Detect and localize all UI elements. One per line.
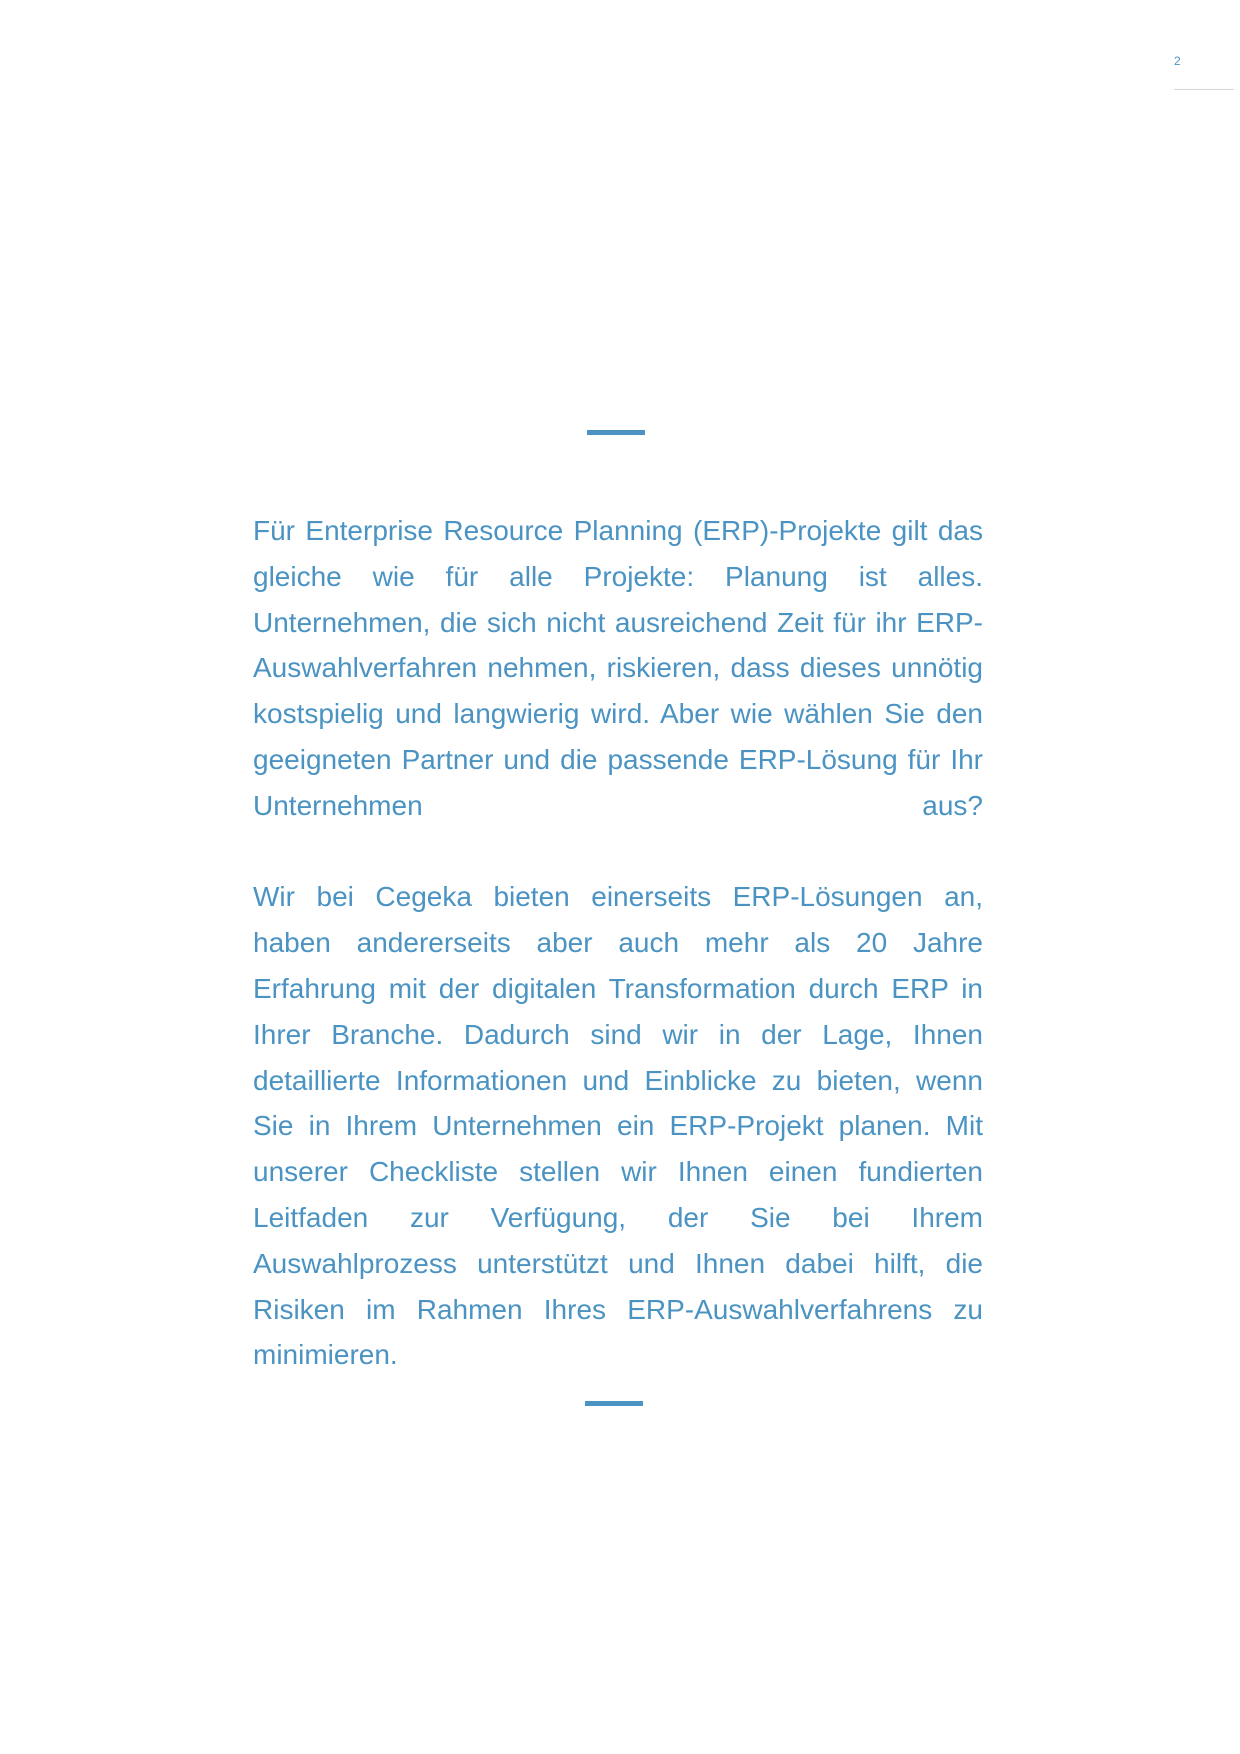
page-number-rule bbox=[1174, 89, 1234, 90]
bottom-divider bbox=[585, 1401, 643, 1406]
body-text bbox=[253, 508, 983, 1378]
page-number: 2 bbox=[1174, 54, 1181, 68]
cegeka-paragraph: Wir bei Cegeka bieten einerseits ERP-Lösungen an, haben andererseits aber auch mehr als 20 Jahre Erfahrung mit der digitalen Transformation durch ERP in Ihrer Branche. Dadurch sind wir in der Lage, Ihnen detaillierte Informationen und Einblicke zu bieten, wenn Sie in Ihrem Unternehmen ein ERP-Projekt planen. Mit unserer Checkliste stellen wir Ihnen einen fundierten Leitfaden zur Verfügung, der Sie bei Ihrem Auswahlprozess unterstützt und Ihnen dabei hilft, die Risiken im Rahmen Ihres ERP-Auswahlverfahrens zu minimieren. bbox=[253, 881, 983, 1371]
intro-paragraph: Für Enterprise Resource Planning (ERP)-Projekte gilt das gleiche wie für alle Projekte: Planung ist alles. Unternehmen, die sich nicht ausreichend Zeit für ihr ERP-Auswahlverfahren nehmen, riskieren, dass dieses unnötig kostspielig und langwierig wird. Aber wie wählen Sie den geeigneten Partner und die passende ERP-Lösung für Ihr Unternehmen aus? bbox=[253, 515, 983, 821]
top-divider bbox=[587, 430, 645, 435]
